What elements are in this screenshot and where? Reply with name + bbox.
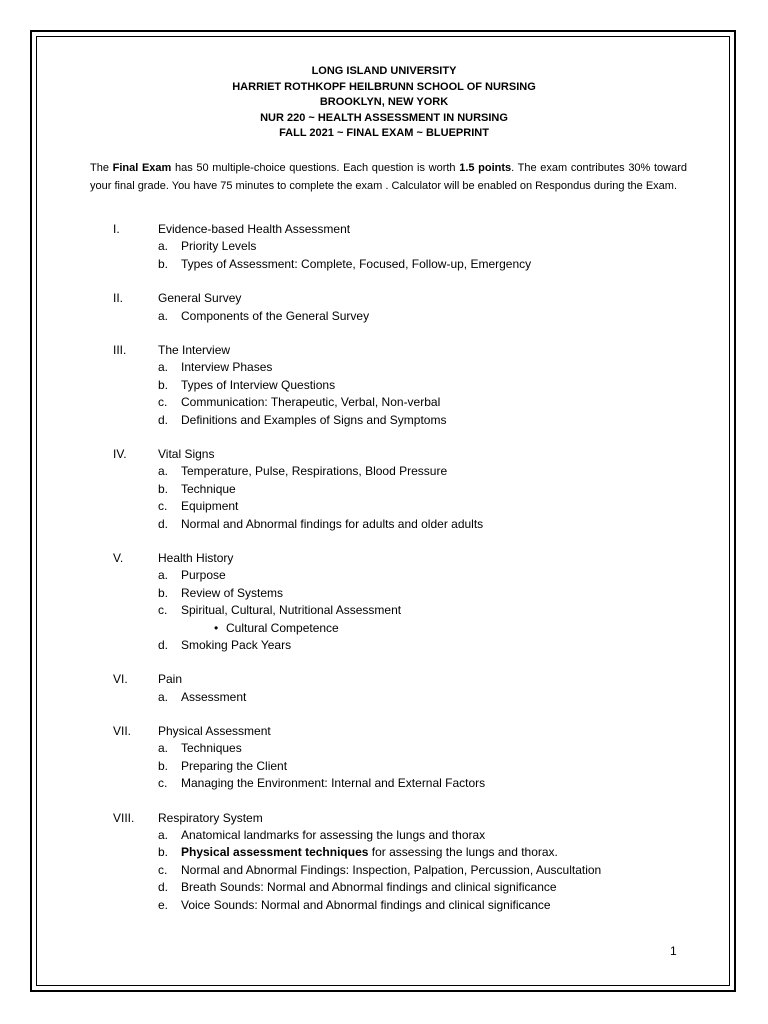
item-letter: b. <box>158 845 169 860</box>
item-text: Technique <box>181 481 236 496</box>
section-numeral: I. <box>113 222 120 236</box>
outline-subbullet <box>0 620 768 637</box>
outline-section <box>0 221 768 273</box>
outline-section <box>0 290 768 325</box>
item-text: Types of Assessment: Complete, Focused, Follow-up, Emergency <box>181 256 532 271</box>
outline-item <box>0 689 768 706</box>
outline-item <box>0 394 768 411</box>
item-text: Breath Sounds: Normal and Abnormal findings and clinical significance <box>181 880 557 895</box>
item-text-bold: Physical assessment techniques <box>181 845 369 860</box>
outline-section <box>0 810 768 914</box>
item-letter: e. <box>158 897 169 912</box>
item-text: Types of Interview Questions <box>181 377 336 392</box>
intro-bold-final-exam: Final Exam <box>112 162 172 174</box>
item-text: Interview Phases <box>181 360 273 375</box>
section-title: Respiratory System <box>158 810 263 825</box>
item-text: Definitions and Examples of Signs and Symptoms <box>181 412 447 427</box>
item-text-rest: for assessing the lungs and thorax. <box>368 845 558 860</box>
item-letter: d. <box>158 637 169 652</box>
intro-paragraph <box>90 159 687 195</box>
item-letter: c. <box>158 776 168 791</box>
outline-item <box>0 862 768 879</box>
item-letter: a. <box>158 239 169 254</box>
outline-item <box>0 377 768 394</box>
item-letter: a. <box>158 308 169 323</box>
item-letter: d. <box>158 412 169 427</box>
item-letter: d. <box>158 516 169 531</box>
outline-item <box>0 567 768 584</box>
item-letter: b. <box>158 377 169 392</box>
outline-item <box>0 827 768 844</box>
item-letter: c. <box>158 603 168 618</box>
item-text: Preparing the Client <box>181 758 288 773</box>
section-title: Vital Signs <box>158 446 215 461</box>
item-text: Techniques <box>181 741 242 756</box>
outline-section <box>0 446 768 533</box>
section-title: Physical Assessment <box>158 724 271 739</box>
outline-item <box>0 585 768 602</box>
exam-title: FALL 2021 ~ FINAL EXAM ~ BLUEPRINT <box>279 127 489 139</box>
outline-item <box>0 758 768 775</box>
section-numeral: IV. <box>113 446 127 461</box>
item-text: Anatomical landmarks for assessing the lungs and thorax <box>181 828 486 843</box>
item-letter: b. <box>158 758 169 773</box>
item-letter: c. <box>158 862 168 877</box>
section-title: Evidence-based Health Assessment <box>158 222 351 236</box>
outline-item <box>0 238 768 255</box>
course-title: NUR 220 ~ HEALTH ASSESSMENT IN NURSING <box>260 111 508 124</box>
document-header <box>0 64 768 142</box>
item-text: Normal and Abnormal Findings: Inspection, Palpation, Percussion, Auscultation <box>181 862 602 877</box>
item-text: Assessment <box>181 689 247 704</box>
item-letter: b. <box>158 585 169 600</box>
item-letter: a. <box>158 741 169 756</box>
section-numeral: V. <box>113 550 124 565</box>
item-text: Normal and Abnormal findings for adults and older adults <box>181 516 484 531</box>
item-letter: c. <box>158 395 168 410</box>
item-text: Review of Systems <box>181 585 284 600</box>
section-numeral: II. <box>113 291 124 306</box>
outline-item <box>0 412 768 429</box>
intro-text-3: . The exam contributes 30% toward your final grade. You have 75 minutes to complete the exam . Calculator will be enabled on Respondus during the Exam. <box>90 162 688 192</box>
section-numeral: VII. <box>113 724 132 739</box>
outline-item <box>0 775 768 792</box>
item-text <box>181 844 558 861</box>
item-text: Communication: Therapeutic, Verbal, Non-verbal <box>181 395 441 410</box>
section-numeral: VI. <box>113 672 128 687</box>
outline-item <box>0 359 768 376</box>
outline-item <box>0 602 768 619</box>
location: BROOKLYN, NEW YORK <box>319 96 449 108</box>
item-letter: c. <box>158 499 168 514</box>
item-text: Equipment <box>181 499 239 514</box>
bullet-marker: • <box>214 620 219 635</box>
outline-item <box>0 897 768 914</box>
item-letter: d. <box>158 880 169 895</box>
outline-item <box>0 498 768 515</box>
outline-section <box>0 723 768 793</box>
item-text: Purpose <box>181 568 226 583</box>
item-letter: a. <box>158 689 169 704</box>
item-letter: a. <box>158 828 169 843</box>
item-text: Temperature, Pulse, Respirations, Blood Pressure <box>181 464 448 479</box>
intro-text-1: The <box>90 162 113 174</box>
section-title: General Survey <box>158 291 242 306</box>
school-name: HARRIET ROTHKOPF HEILBRUNN SCHOOL OF NURSING <box>232 80 536 93</box>
outline-section <box>0 342 768 429</box>
outline-item <box>0 637 768 654</box>
intro-text-2: has 50 multiple-choice questions. Each question is worth <box>171 162 460 174</box>
section-title: Pain <box>158 672 183 687</box>
item-letter: a. <box>158 360 169 375</box>
item-letter: b. <box>158 481 169 496</box>
outline-item <box>0 740 768 757</box>
outline-item <box>0 256 768 273</box>
outline-item <box>0 308 768 325</box>
outline-section <box>0 671 768 706</box>
item-letter: a. <box>158 568 169 583</box>
outline-item <box>0 481 768 498</box>
intro-bold-points: 1.5 points <box>459 162 512 174</box>
section-title: Health History <box>158 550 234 565</box>
outline-section <box>0 550 768 654</box>
outline-item <box>0 463 768 480</box>
university-name: LONG ISLAND UNIVERSITY <box>311 65 457 77</box>
item-text: Spiritual, Cultural, Nutritional Assessment <box>181 603 402 618</box>
item-text: Managing the Environment: Internal and External Factors <box>181 776 486 791</box>
outline-item <box>0 879 768 896</box>
subbullet-text: Cultural Competence <box>226 620 339 635</box>
blueprint-outline <box>0 221 768 931</box>
item-letter: a. <box>158 464 169 479</box>
item-text: Voice Sounds: Normal and Abnormal findings and clinical significance <box>181 897 551 912</box>
section-title: The Interview <box>158 342 231 357</box>
item-text: Priority Levels <box>181 239 257 254</box>
page-number: 1 <box>670 944 677 958</box>
item-letter: b. <box>158 256 169 271</box>
item-text: Components of the General Survey <box>181 308 370 323</box>
outline-item <box>0 844 768 861</box>
section-numeral: III. <box>113 342 127 357</box>
outline-item <box>0 516 768 533</box>
section-numeral: VIII. <box>113 810 135 825</box>
item-text: Smoking Pack Years <box>181 637 292 652</box>
